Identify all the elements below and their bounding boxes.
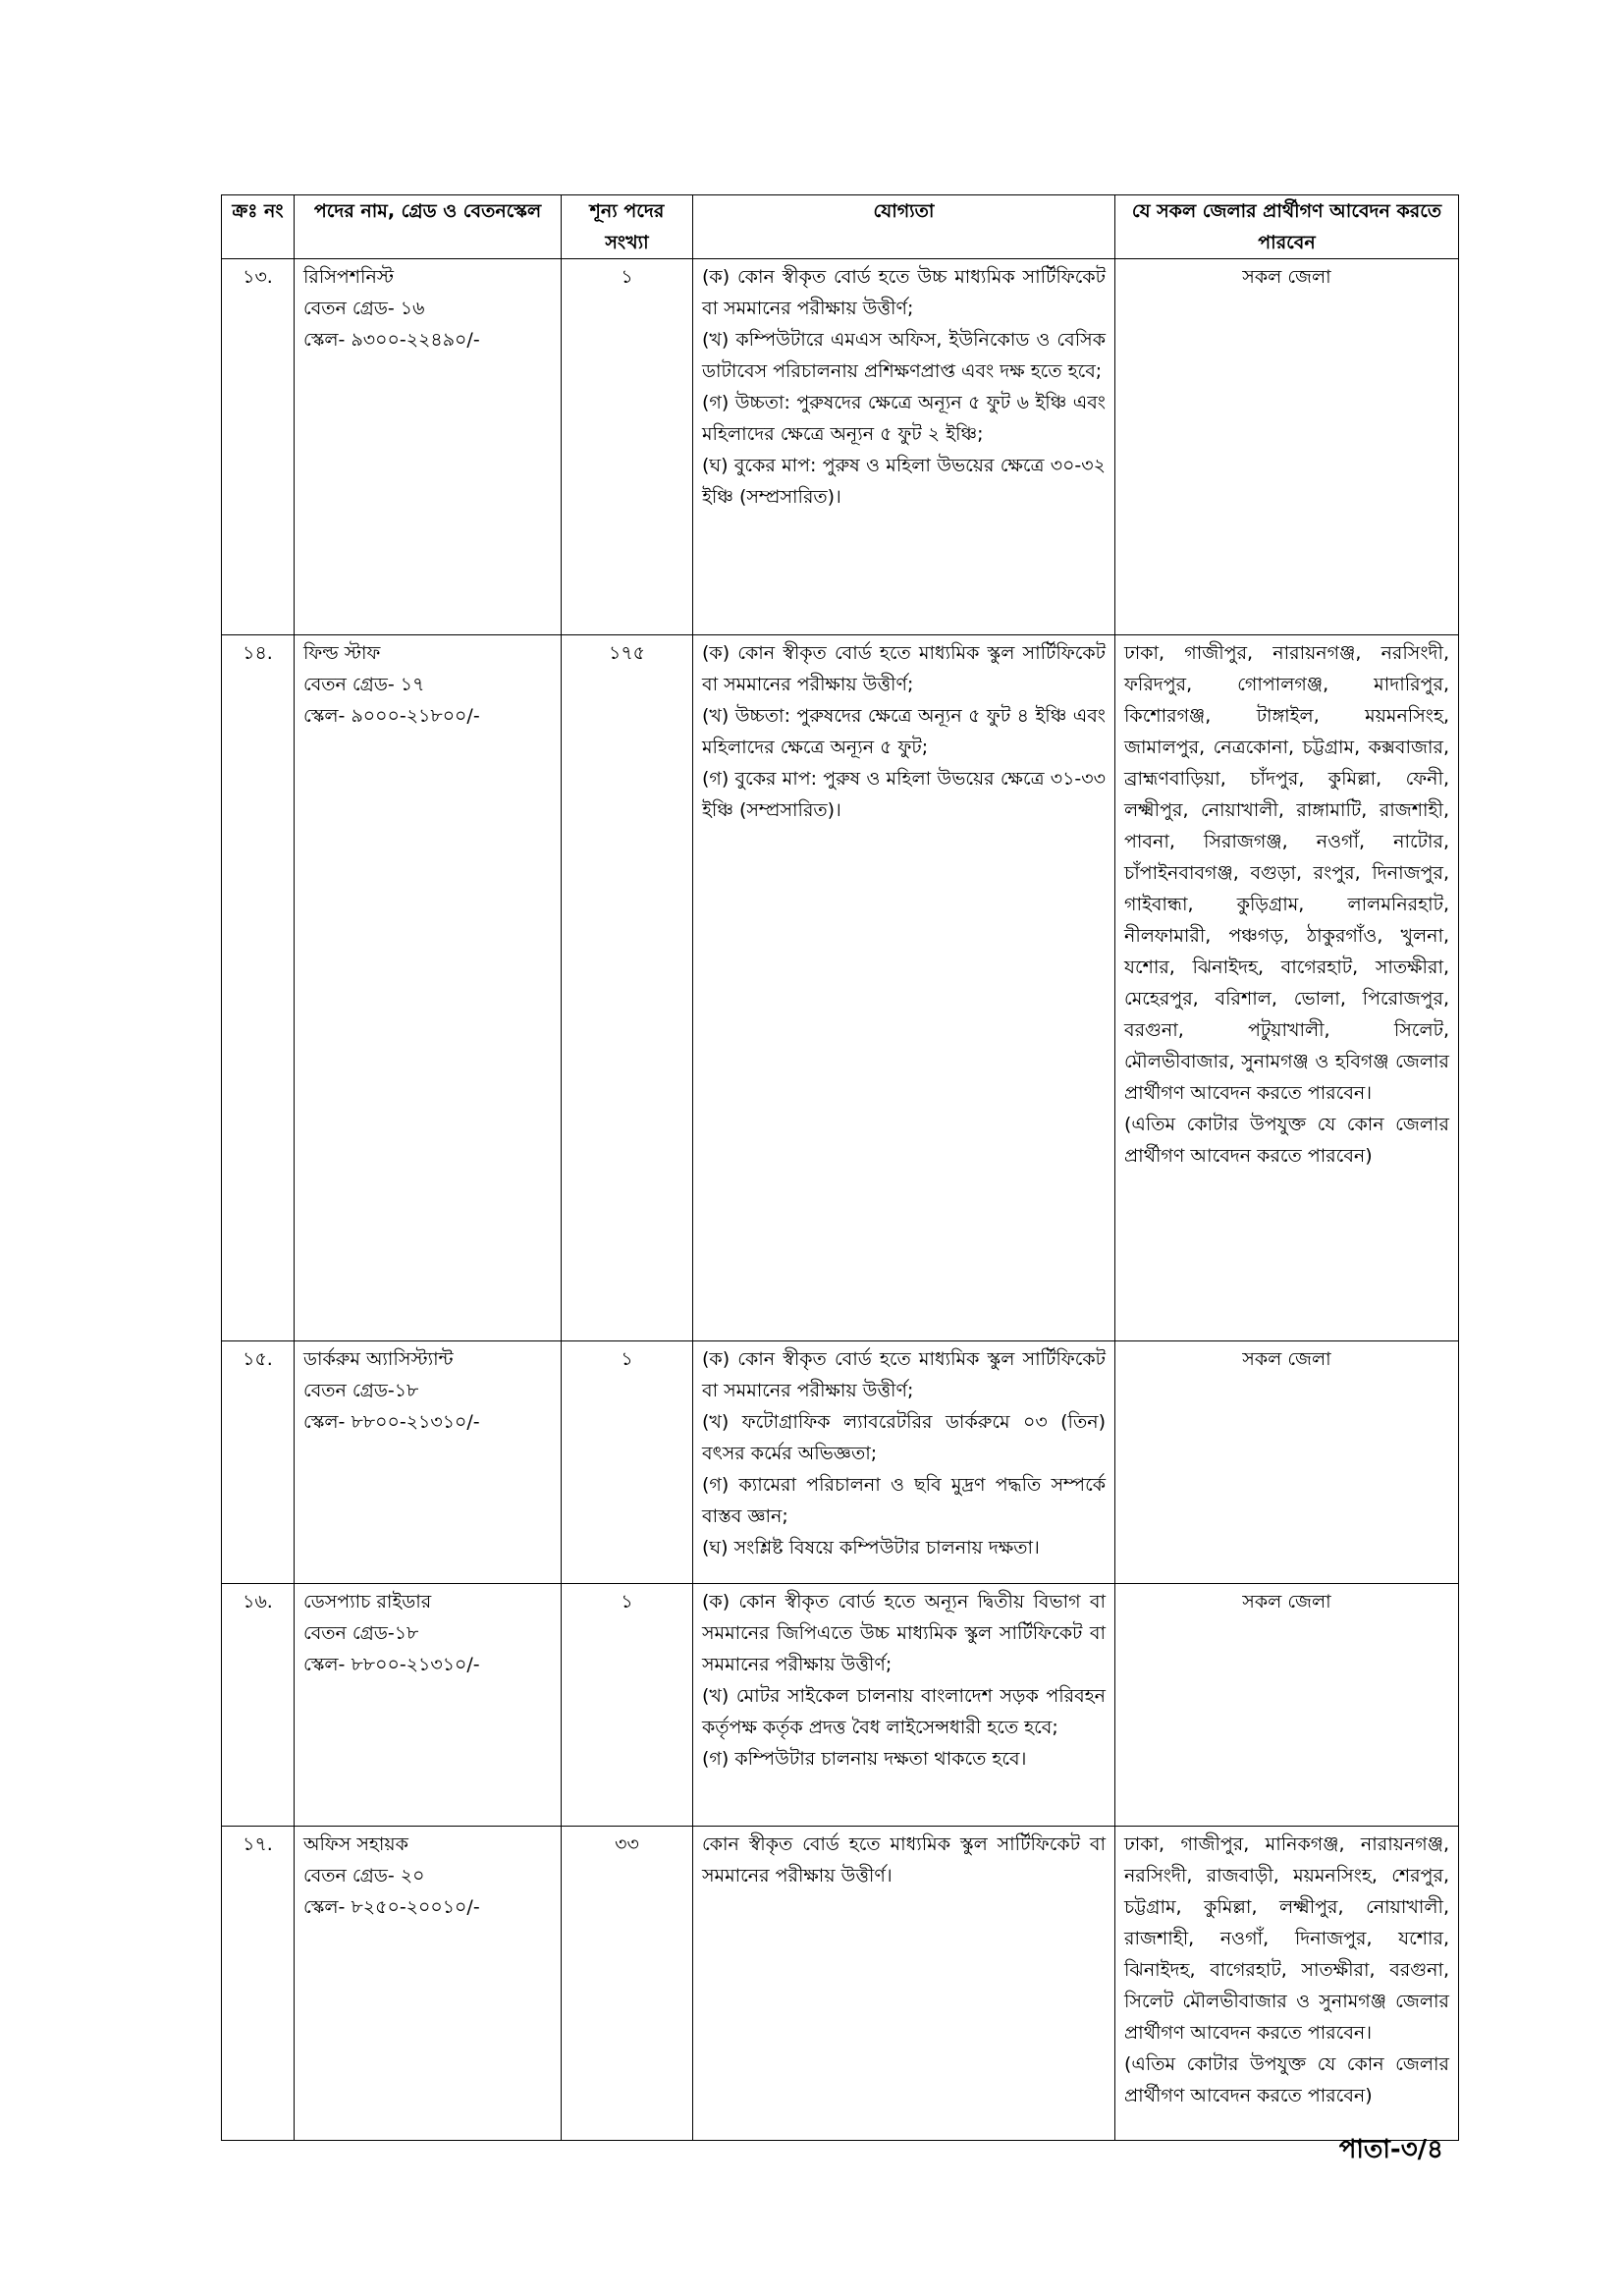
post-name: অফিস সহায়ক xyxy=(303,1833,408,1855)
qualification-cell xyxy=(693,635,1115,1341)
pay-grade: বেতন গ্রেড- ১৬ xyxy=(303,298,425,319)
page-number: পাতা-৩/৪ xyxy=(1338,2135,1443,2164)
table-row xyxy=(222,1827,1459,2141)
qualification-item: (ক) কোন স্বীকৃত বোর্ড হতে মাধ্যমিক স্কুল সার্টিফিকেট বা সমমানের পরীক্ষায় উত্তীর্ণ; xyxy=(702,1348,1106,1401)
qualification-item: (খ) কম্পিউটারে এমএস অফিস, ইউনিকোড ও বেসিক ডাটাবেস পরিচালনায় প্রশিক্ষণপ্রাপ্ত এবং দক্ষ হতে হবে; xyxy=(702,329,1106,382)
table-header-row xyxy=(222,195,1459,259)
districts-cell xyxy=(1115,1584,1459,1827)
qualification-item: (ঘ) সংশ্লিষ্ট বিষয়ে কম্পিউটার চালনায় দক্ষতা। xyxy=(702,1537,1040,1558)
serial-cell xyxy=(222,259,295,635)
pay-scale: স্কেল- ৯০০০-২১৮০০/- xyxy=(303,705,480,727)
post-cell xyxy=(295,1827,562,2141)
post-name: রিসিপশনিস্ট xyxy=(303,266,395,288)
eligible-districts: সকল জেলা xyxy=(1242,1591,1331,1613)
vacancy-count: ১ xyxy=(621,1348,633,1370)
vacancy-cell xyxy=(562,1584,693,1827)
header-post: পদের নাম, গ্রেড ও বেতনস্কেল xyxy=(295,195,562,259)
header-districts: যে সকল জেলার প্রার্থীগণ আবেদন করতে পারবেন xyxy=(1115,195,1459,259)
orphan-quota-note: (এতিম কোটার উপযুক্ত যে কোন জেলার প্রার্থীগণ আবেদন করতে পারবেন) xyxy=(1124,1114,1449,1167)
vacancy-cell xyxy=(562,259,693,635)
orphan-quota-note: (এতিম কোটার উপযুক্ত যে কোন জেলার প্রার্থীগণ আবেদন করতে পারবেন) xyxy=(1124,2053,1449,2106)
qualification-item: (গ) উচ্চতা: পুরুষদের ক্ষেত্রে অন্যূন ৫ ফুট ৬ ইঞ্চি এবং মহিলাদের ক্ষেত্রে অন্যূন ৫ ফুট ২ ইঞ্চি; xyxy=(702,392,1106,445)
pay-scale: স্কেল- ৮৮০০-২১৩১০/- xyxy=(303,1654,480,1675)
serial-cell xyxy=(222,1341,295,1584)
table-body xyxy=(222,259,1459,2141)
serial-number: ১৫. xyxy=(243,1348,273,1370)
recruitment-table xyxy=(221,194,1459,2141)
serial-number: ১৭. xyxy=(243,1833,273,1855)
header-vacancy: শূন্য পদের সংখ্যা xyxy=(562,195,693,259)
serial-number: ১৪. xyxy=(243,642,273,664)
pay-grade: বেতন গ্রেড- ২০ xyxy=(303,1865,425,1886)
pay-grade: বেতন গ্রেড- ১৭ xyxy=(303,674,425,695)
pay-scale: স্কেল- ৮২৫০-২০০১০/- xyxy=(303,1896,480,1918)
qualification-item: (গ) বুকের মাপ: পুরুষ ও মহিলা উভয়ের ক্ষেত্রে ৩১-৩৩ ইঞ্চি (সম্প্রসারিত)। xyxy=(702,768,1106,821)
table-row xyxy=(222,1584,1459,1827)
qualification-cell xyxy=(693,259,1115,635)
vacancy-count: ১ xyxy=(621,266,633,288)
qualification-item: (ক) কোন স্বীকৃত বোর্ড হতে উচ্চ মাধ্যমিক সার্টিফিকেট বা সমমানের পরীক্ষায় উত্তীর্ণ; xyxy=(702,266,1106,319)
qualification-item: (গ) কম্পিউটার চালনায় দক্ষতা থাকতে হবে। xyxy=(702,1748,1027,1770)
districts-cell xyxy=(1115,1341,1459,1584)
header-serial: ক্রঃ নং xyxy=(222,195,295,259)
eligible-districts: সকল জেলা xyxy=(1242,1348,1331,1370)
table-row xyxy=(222,1341,1459,1584)
header-qualification: যোগ্যতা xyxy=(693,195,1115,259)
qualification-cell xyxy=(693,1827,1115,2141)
districts-cell xyxy=(1115,259,1459,635)
vacancy-count: ১৭৫ xyxy=(608,642,645,664)
vacancy-cell xyxy=(562,1341,693,1584)
pay-grade: বেতন গ্রেড-১৮ xyxy=(303,1380,419,1401)
eligible-districts: সকল জেলা xyxy=(1242,266,1331,288)
qualification-item: (খ) উচ্চতা: পুরুষদের ক্ষেত্রে অন্যূন ৫ ফুট ৪ ইঞ্চি এবং মহিলাদের ক্ষেত্রে অন্যূন ৫ ফুট; xyxy=(702,705,1106,758)
districts-cell xyxy=(1115,635,1459,1341)
post-name: ডেসপ্যাচ রাইডার xyxy=(303,1591,432,1613)
qualification-item: কোন স্বীকৃত বোর্ড হতে মাধ্যমিক স্কুল সার্টিফিকেট বা সমমানের পরীক্ষায় উত্তীর্ণ। xyxy=(702,1833,1106,1886)
vacancy-cell xyxy=(562,1827,693,2141)
post-name: ডার্করুম অ্যাসিস্ট্যান্ট xyxy=(303,1348,454,1370)
qualification-item: (গ) ক্যামেরা পরিচালনা ও ছবি মুদ্রণ পদ্ধতি সম্পর্কে বাস্তব জ্ঞান; xyxy=(702,1474,1106,1527)
serial-number: ১৩. xyxy=(243,266,273,288)
post-name: ফিল্ড স্টাফ xyxy=(303,642,381,664)
post-cell xyxy=(295,1341,562,1584)
qualification-item: (খ) মোটর সাইকেল চালনায় বাংলাদেশ সড়ক পরিবহন কর্তৃপক্ষ কর্তৃক প্রদত্ত বৈধ লাইসেন্সধারী হতে হবে; xyxy=(702,1685,1106,1738)
pay-scale: স্কেল- ৯৩০০-২২৪৯০/- xyxy=(303,329,480,351)
serial-cell xyxy=(222,1584,295,1827)
qualification-item: (ক) কোন স্বীকৃত বোর্ড হতে অন্যূন দ্বিতীয় বিভাগ বা সমমানের জিপিএতে উচ্চ মাধ্যমিক স্কুল সার্টিফিকেট বা সমমানের পরীক্ষায় উত্তীর্ণ; xyxy=(702,1591,1106,1675)
eligible-districts: ঢাকা, গাজীপুর, মানিকগঞ্জ, নারায়নগঞ্জ, নরসিংদী, রাজবাড়ী, ময়মনসিংহ, শেরপুর, চট্টগ্রাম, কুমিল্লা, লক্ষ্মীপুর, নোয়াখালী, রাজশাহী, নওগাঁ, দিনাজপুর, যশোর, ঝিনাইদহ, বাগেরহাট, সাতক্ষীরা, বরগুনা, সিলেট মৌলভীবাজার ও সুনামগঞ্জ জেলার প্রার্থীগণ আবেদন করতে পারবেন। xyxy=(1124,1833,1449,2044)
table-row xyxy=(222,635,1459,1341)
qualification-cell xyxy=(693,1341,1115,1584)
qualification-item: (ঘ) বুকের মাপ: পুরুষ ও মহিলা উভয়ের ক্ষেত্রে ৩০-৩২ ইঞ্চি (সম্প্রসারিত)। xyxy=(702,455,1106,508)
post-cell xyxy=(295,635,562,1341)
serial-number: ১৬. xyxy=(243,1591,273,1613)
pay-scale: স্কেল- ৮৮০০-২১৩১০/- xyxy=(303,1411,480,1433)
qualification-cell xyxy=(693,1584,1115,1827)
serial-cell xyxy=(222,635,295,1341)
qualification-item: (ক) কোন স্বীকৃত বোর্ড হতে মাধ্যমিক স্কুল সার্টিফিকেট বা সমমানের পরীক্ষায় উত্তীর্ণ; xyxy=(702,642,1106,695)
pay-grade: বেতন গ্রেড-১৮ xyxy=(303,1622,419,1644)
post-cell xyxy=(295,1584,562,1827)
eligible-districts: ঢাকা, গাজীপুর, নারায়নগঞ্জ, নরসিংদী, ফরিদপুর, গোপালগঞ্জ, মাদারিপুর, কিশোরগঞ্জ, টাঙ্গাইল, ময়মনসিংহ, জামালপুর, নেত্রকোনা, চট্টগ্রাম, কক্সবাজার, ব্রাহ্মণবাড়িয়া, চাঁদপুর, কুমিল্লা, ফেনী, লক্ষ্মীপুর, নোয়াখালী, রাঙ্গামাটি, রাজশাহী, পাবনা, সিরাজগঞ্জ, নওগাঁ, নাটোর, চাঁপাইনবাবগঞ্জ, বগুড়া, রংপুর, দিনাজপুর, গাইবান্ধা, কুড়িগ্রাম, লালমনিরহাট, নীলফামারী, পঞ্চগড়, ঠাকুরগাঁও, খুলনা, যশোর, ঝিনাইদহ, বাগেরহাট, সাতক্ষীরা, মেহেরপুর, বরিশাল, ভোলা, পিরোজপুর, বরগুনা, পটুয়াখালী, সিলেট, মৌলভীবাজার, সুনামগঞ্জ ও হবিগঞ্জ জেলার প্রার্থীগণ আবেদন করতে পারবেন। xyxy=(1124,642,1449,1104)
post-cell xyxy=(295,259,562,635)
serial-cell xyxy=(222,1827,295,2141)
qualification-item: (খ) ফটোগ্রাফিক ল্যাবরেটরির ডার্করুমে ০৩ (তিন) বৎসর কর্মের অভিজ্ঞতা; xyxy=(702,1411,1106,1464)
vacancy-count: ১ xyxy=(621,1591,633,1613)
table-row xyxy=(222,259,1459,635)
districts-cell xyxy=(1115,1827,1459,2141)
vacancy-count: ৩৩ xyxy=(615,1833,639,1855)
vacancy-cell xyxy=(562,635,693,1341)
